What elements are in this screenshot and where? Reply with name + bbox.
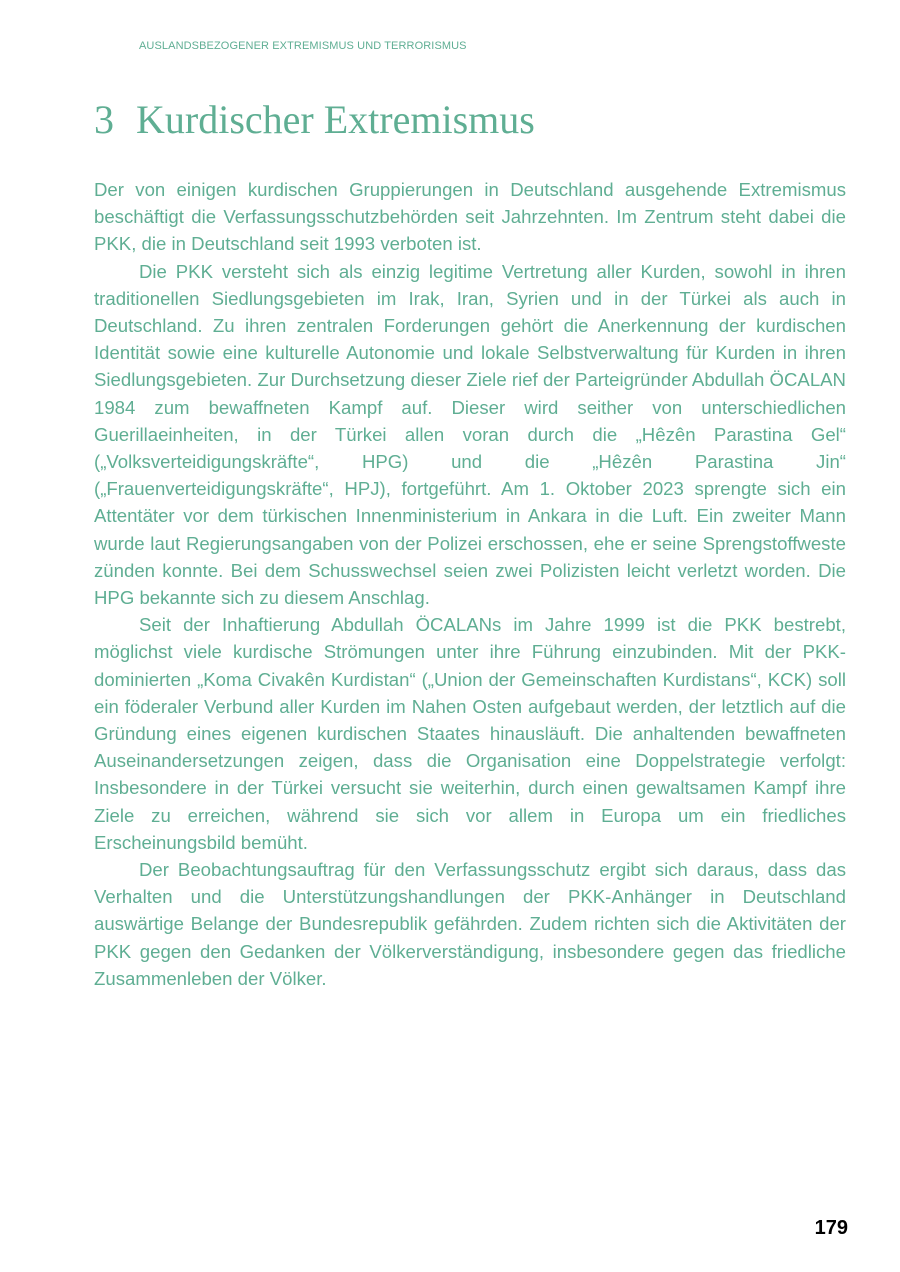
running-header: AUSLANDSBEZOGENER EXTREMISMUS UND TERRORISMUS	[139, 40, 467, 52]
paragraph-pkk-goals: Die PKK versteht sich als einzig legitime Vertretung aller Kurden, sowohl in ihren traditionellen Siedlungsgebieten im Irak, Iran, Syrien und in der Türkei als auch in Deutschland. Zu ihren zentralen Forderungen gehört die Anerkennung der kurdischen Identität sowie eine kulturelle Autonomie und lokale Selbstverwaltung für Kurden in ihren Siedlungsgebieten. Zur Durchsetzung dieser Ziele rief der Parteigründer Abdullah ÖCALAN 1984 zum bewaffneten Kampf auf. Dieser wird seither von unterschiedlichen Guerillaeinheiten, in der Türkei allen voran durch die „Hêzên Parastina Gel“ („Volksverteidigungskräfte“, HPG) und die „Hêzên Parastina Jin“ („Frauenverteidigungskräfte“, HPJ), fortgeführt. Am 1. Oktober 2023 sprengte sich ein Attentäter vor dem türkischen Innenministerium in Ankara in die Luft. Ein zweiter Mann wurde laut Regierungsangaben von der Polizei erschossen, ehe er seine Sprengstoffweste zünden konnte. Bei dem Schusswechsel seien zwei Polizisten leicht verletzt worden. Die HPG bekannte sich zu diesem Anschlag.	[94, 260, 846, 609]
paragraph-observation-mandate: Der Beobachtungsauftrag für den Verfassungsschutz ergibt sich daraus, dass das Verhalten und die Unterstützungshandlungen der PKK-Anhänger in Deutschland auswärtige Belange der Bundesrepublik gefährden. Zudem richten sich die Aktivitäten der PKK gegen den Gedanken der Völkerverständigung, insbesondere gegen das friedliche Zusammenleben der Völker.	[94, 859, 846, 989]
paragraph-intro: Der von einigen kurdischen Gruppierungen in Deutschland ausgehende Extremismus beschäftigt die Verfassungsschutzbehörden seit Jahrzehnten. Im Zentrum steht dabei die PKK, die in Deutschland seit 1993 verboten ist.	[94, 179, 846, 255]
chapter-title: Kurdischer Extremismus	[136, 97, 535, 142]
body-text	[94, 176, 846, 992]
page-number: 179	[814, 1217, 848, 1239]
paragraph-pkk-strategy: Seit der Inhaftierung Abdullah ÖCALANs im Jahre 1999 ist die PKK bestrebt, möglichst viele kurdische Strömungen unter ihre Führung einzubinden. Mit der PKK-dominierten „Koma Civakên Kurdistan“ („Union der Gemeinschaften Kurdistans“, KCK) soll ein föderaler Verbund aller Kurden im Nahen Osten aufgebaut werden, der letztlich auf die Gründung eines eigenen kurdischen Staates hinausläuft. Die anhaltenden bewaffneten Auseinandersetzungen zeigen, dass die Organisation eine Doppelstrategie verfolgt: Insbesondere in der Türkei versucht sie weiterhin, durch einen gewaltsamen Kampf ihre Ziele zu erreichen, während sie sich vor allem in Europa um ein friedliches Erscheinungsbild bemüht.	[94, 614, 846, 853]
chapter-number: 3	[94, 97, 114, 142]
chapter-heading	[94, 96, 535, 144]
